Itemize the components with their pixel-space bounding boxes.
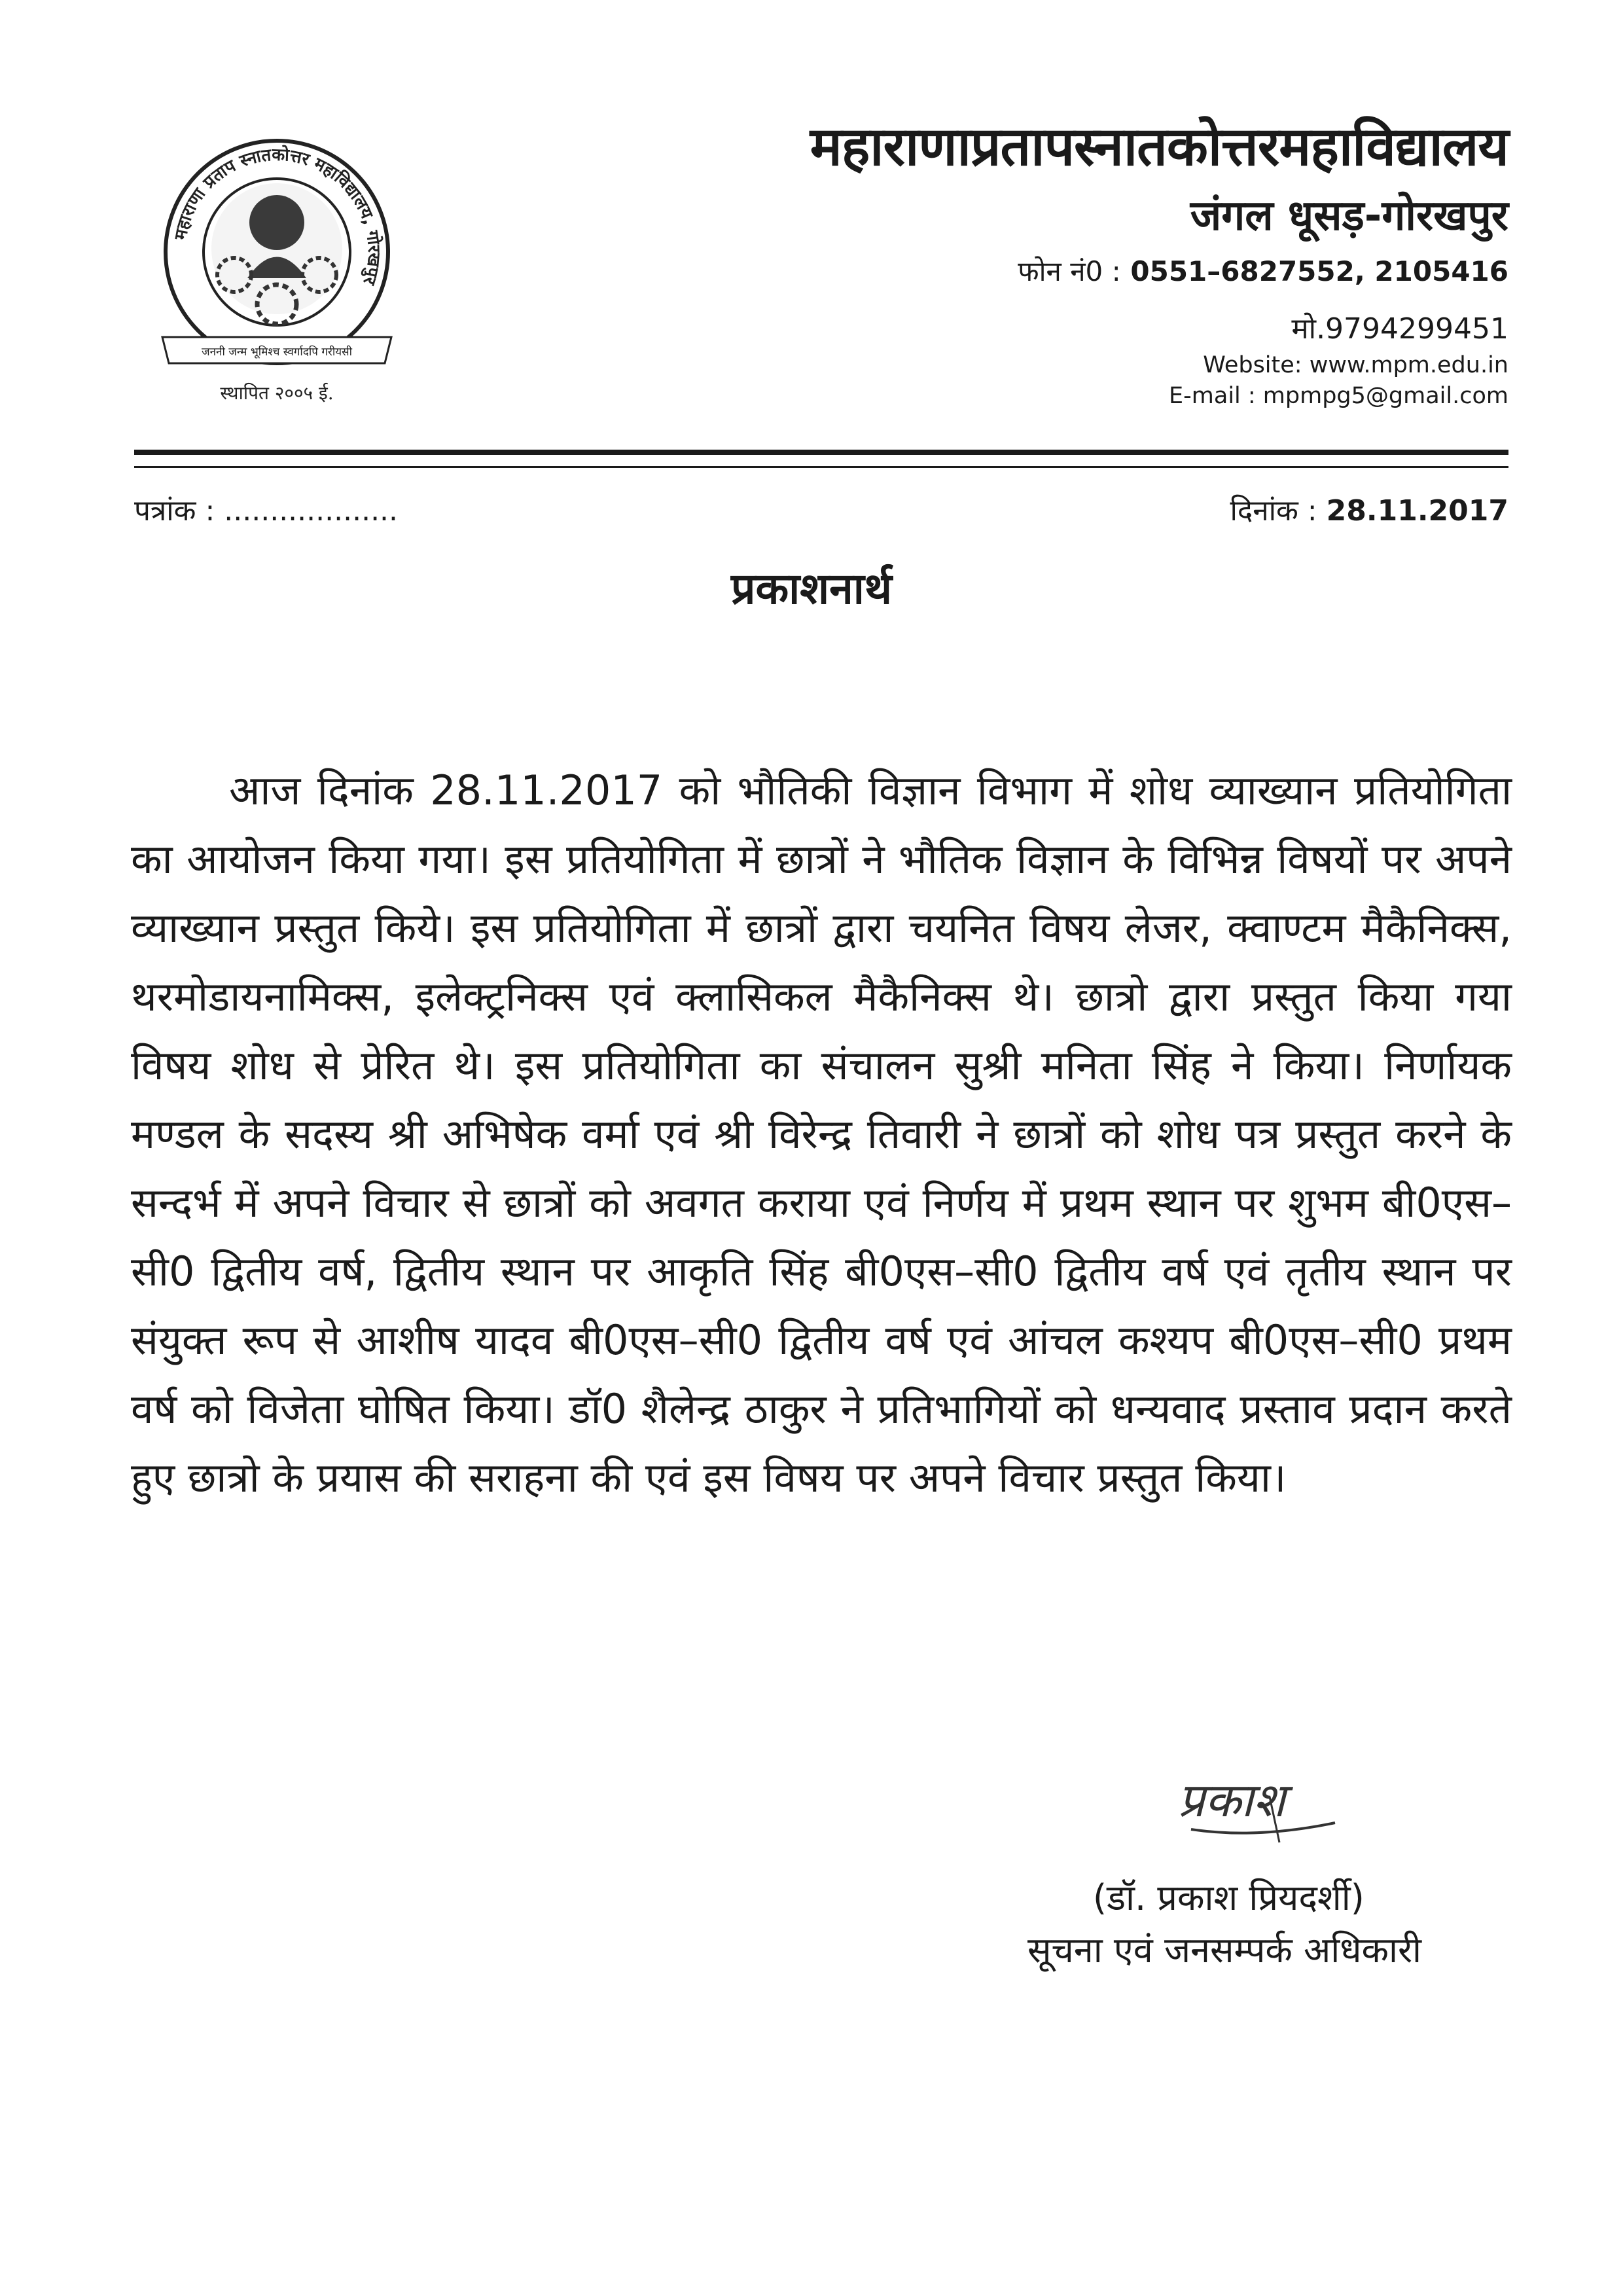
emblem-icon (149, 137, 404, 425)
svg-text:स्थापित २००५ ई.: स्थापित २००५ ई. (220, 382, 334, 404)
mobile-number: मो.9794299451 (1291, 312, 1508, 346)
date-value: 28.11.2017 (1326, 494, 1508, 528)
svg-text:प्रकाश: प्रकाश (1178, 1772, 1285, 1827)
college-place: जंगल धूसड़-गोरखपुर (1190, 192, 1508, 240)
college-logo (149, 137, 404, 425)
college-name: महाराणाप्रतापस्नातकोत्तरमहाविद्यालय (810, 116, 1508, 178)
ref-label: पत्रांक : (134, 494, 215, 528)
letter-date (1230, 490, 1508, 529)
reference-number (134, 490, 398, 529)
signature-icon (1171, 1757, 1342, 1849)
page-title: प्रकाशनार्थ (730, 564, 893, 614)
date-label: दिनांक : (1230, 494, 1317, 528)
phone-line (1018, 252, 1508, 289)
svg-text:महाराणा प्रताप स्नातकोत्तर महा: महाराणा प्रताप स्नातकोत्तर महाविद्यालय, गोरखपुर (171, 145, 384, 287)
svg-text:जननी जन्म भूमिश्च स्वर्गादपि ग: जननी जन्म भूमिश्च स्वर्गादपि गरीयसी (201, 346, 353, 359)
handwritten-signature (1171, 1757, 1342, 1849)
email: E-mail : mpmpg5@gmail.com (1169, 383, 1508, 409)
signatory-designation: सूचना एवं जनसम्पर्क अधिकारी (1027, 1929, 1422, 1971)
ref-value: ................... (224, 494, 399, 528)
signatory-name: (डॉ. प्रकाश प्रियदर्शी) (1093, 1877, 1364, 1918)
body-paragraph: आज दिनांक 28.11.2017 को भौतिकी विज्ञान विभाग में शोध व्याख्यान प्रतियोगिता का आयोजन किया गया। इस प्रतियोगिता में छात्रों ने भौतिक विज्ञान के विभिन्न विषयों पर अपने व्याख्यान प्रस्तुत किये। इस प्रतियोगिता में छात्रों द्वारा चयनित विषय लेजर, क्वाण्टम मैकैनिक्स, थरमोडायनामिक्स, इलेक्ट्रनिक्स एवं क्लासिकल मैकैनिक्स थे। छात्रो द्वारा प्रस्तुत किया गया विषय शोध से प्रेरित थे। इस प्रतियोगिता का संचालन सुश्री मनिता सिंह ने किया। निर्णायक मण्डल के सदस्य श्री अभिषेक वर्मा एवं श्री विरेन्द्र तिवारी ने छात्रों को शोध पत्र प्रस्तुत करने के सन्दर्भ में अपने विचार से छात्रों को अवगत कराया एवं निर्णय में प्रथम स्थान पर शुभम बी0एस–सी0 द्वितीय वर्ष, द्वितीय स्थान पर आकृति सिंह बी0एस–सी0 द्वितीय वर्ष एवं तृतीय स्थान पर संयुक्त रूप से आशीष यादव बी0एस–सी0 द्वितीय वर्ष एवं आंचल कश्यप बी0एस–सी0 प्रथम वर्ष को विजेता घोषित किया। डॉ0 शैलेन्द्र ठाकुर ने प्रतिभागियों को धन्यवाद प्रस्ताव प्रदान करते हुए छात्रो के प्रयास की सराहना की एवं इस विषय पर अपने विचार प्रस्तुत किया। (131, 766, 1512, 1501)
website: Website: www.mpm.edu.in (1203, 352, 1508, 378)
header-divider-thick (134, 450, 1508, 455)
phone-numbers: 0551–6827552, 2105416 (1130, 255, 1508, 287)
header-divider-thin (134, 466, 1508, 468)
phone-label: फोन नं0 : (1018, 255, 1121, 287)
